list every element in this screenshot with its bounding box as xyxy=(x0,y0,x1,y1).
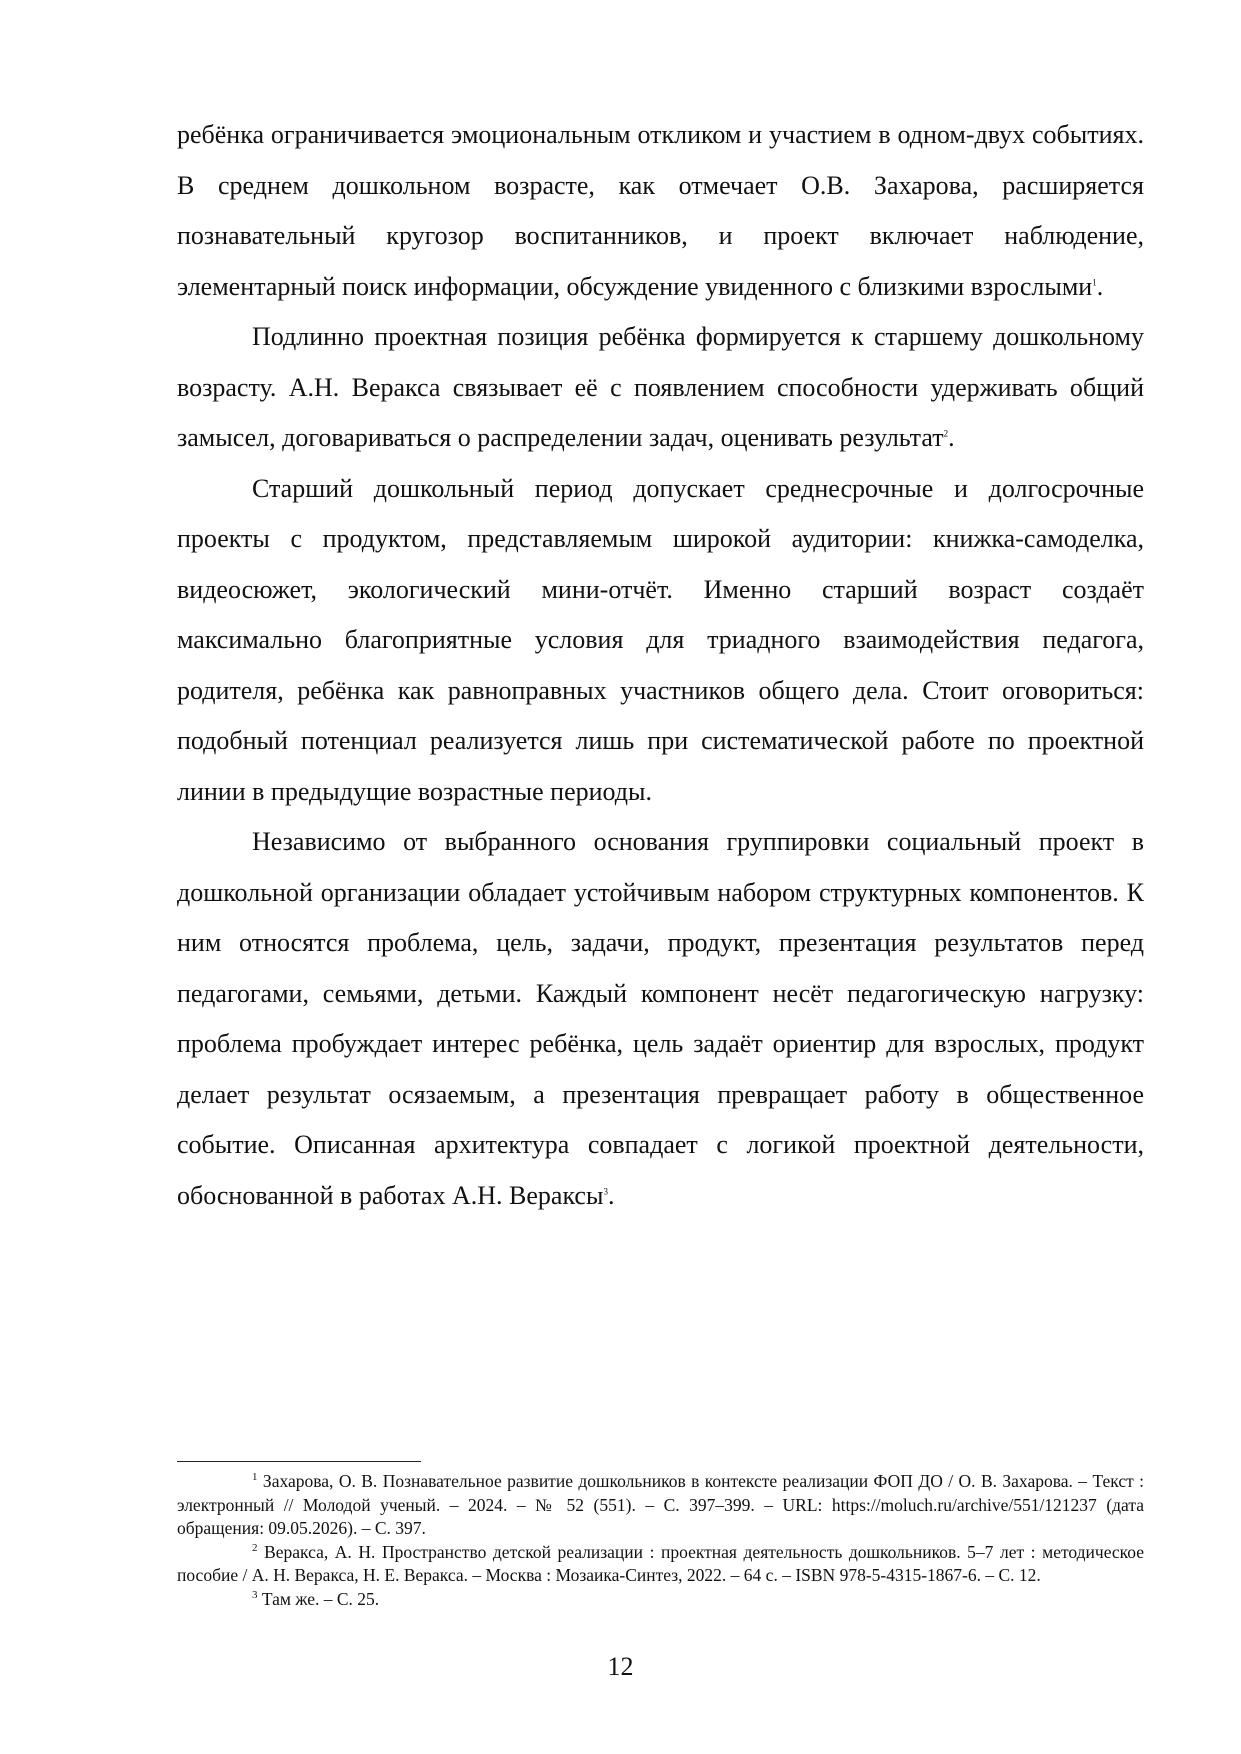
footnote xyxy=(177,1588,1144,1612)
paragraph-tail: . xyxy=(948,423,955,452)
footnote-reference[interactable]: 2 xyxy=(943,428,949,439)
page-number: 12 xyxy=(607,1652,634,1681)
paragraph-text: Подлинно проектная позиция ребёнка формируется к старшему дошкольному возрасту. А.Н. Веракса связывает её с появлением способности удерживать общий замысел, договариваться о распределении задач, оценивать результат xyxy=(177,322,1144,452)
paragraph xyxy=(177,464,1144,818)
footnote-number: 1 xyxy=(252,1471,258,1484)
paragraph-text: ребёнка ограничивается эмоциональным откликом и участием в одном-двух событиях. В среднем дошкольном возрасте, как отмечает О.В. Захарова, расширяется познавательный кругозор воспитанников, и проект включает наблюдение, элементарный поиск информации, обсуждение увиденного с близкими взрослыми xyxy=(177,120,1144,301)
paragraph xyxy=(177,817,1144,1221)
footnote xyxy=(177,1541,1144,1588)
paragraph-text: Независимо от выбранного основания группировки социальный проект в дошкольной организации обладает устойчивым набором структурных компонентов. К ним относятся проблема, цель, задачи, продукт, презентация результатов перед педагогами, семьями, детьми. Каждый компонент несёт педагогическую нагрузку: проблема пробуждает интерес ребёнка, цель задаёт ориентир для взрослых, продукт делает результат осязаемым, а презентация превращает работу в общественное событие. Описанная архитектура совпадает с логикой проектной деятельности, обоснованной в работах А.Н. Вераксы xyxy=(177,827,1144,1210)
footnote-text: Захарова, О. В. Познавательное развитие дошкольников в контексте реализации ФОП ДО / О. В. Захарова. – Текст : электронный // Молодой ученый. – 2024. – № 52 (551). – С. 397–399. – URL: https://moluch.ru/archive/551/121237 (дата обращения: 09.05.2026). – С. 397. xyxy=(177,1471,1145,1538)
footnote-separator xyxy=(177,1461,421,1462)
paragraph xyxy=(177,312,1144,464)
paragraph-tail: . xyxy=(1096,271,1104,301)
paragraph-tail: . xyxy=(607,1180,615,1210)
footnote-number: 3 xyxy=(252,1588,258,1601)
footnotes xyxy=(177,1470,1144,1611)
footnote-text: Веракса, А. Н. Пространство детской реализации : проектная деятельность дошкольников. 5–7 лет : методическое пособие / А. Н. Веракса, Н. Е. Веракса. – Москва : Мозаика-Синтез, 2022. – 64 с. – ISBN 978-5-4315-1867-6. – С. 12. xyxy=(177,1541,1145,1585)
footnote-reference[interactable]: 3 xyxy=(603,1185,608,1196)
body-text xyxy=(177,110,1144,1221)
footnote-text: Там же. – С. 25. xyxy=(261,1588,380,1609)
paragraph-text: Старший дошкольный период допускает среднесрочные и долгосрочные проекты с продуктом, представляемым широкой аудитории: книжка-самоделка, видеосюжет, экологический мини-отчёт. Именно старший возраст создаёт максимально благоприятные условия для триадного взаимодействия педагога, родителя, ребёнка как равноправных участников общего дела. Стоит оговориться: подобный потенциал реализуется лишь при систематической работе по проектной линии в предыдущие возрастные периоды. xyxy=(177,473,1144,806)
footnote-number: 2 xyxy=(252,1541,258,1554)
footnote-reference[interactable]: 1 xyxy=(1092,276,1097,287)
footnote xyxy=(177,1470,1144,1541)
paragraph-continuation xyxy=(177,110,1144,312)
